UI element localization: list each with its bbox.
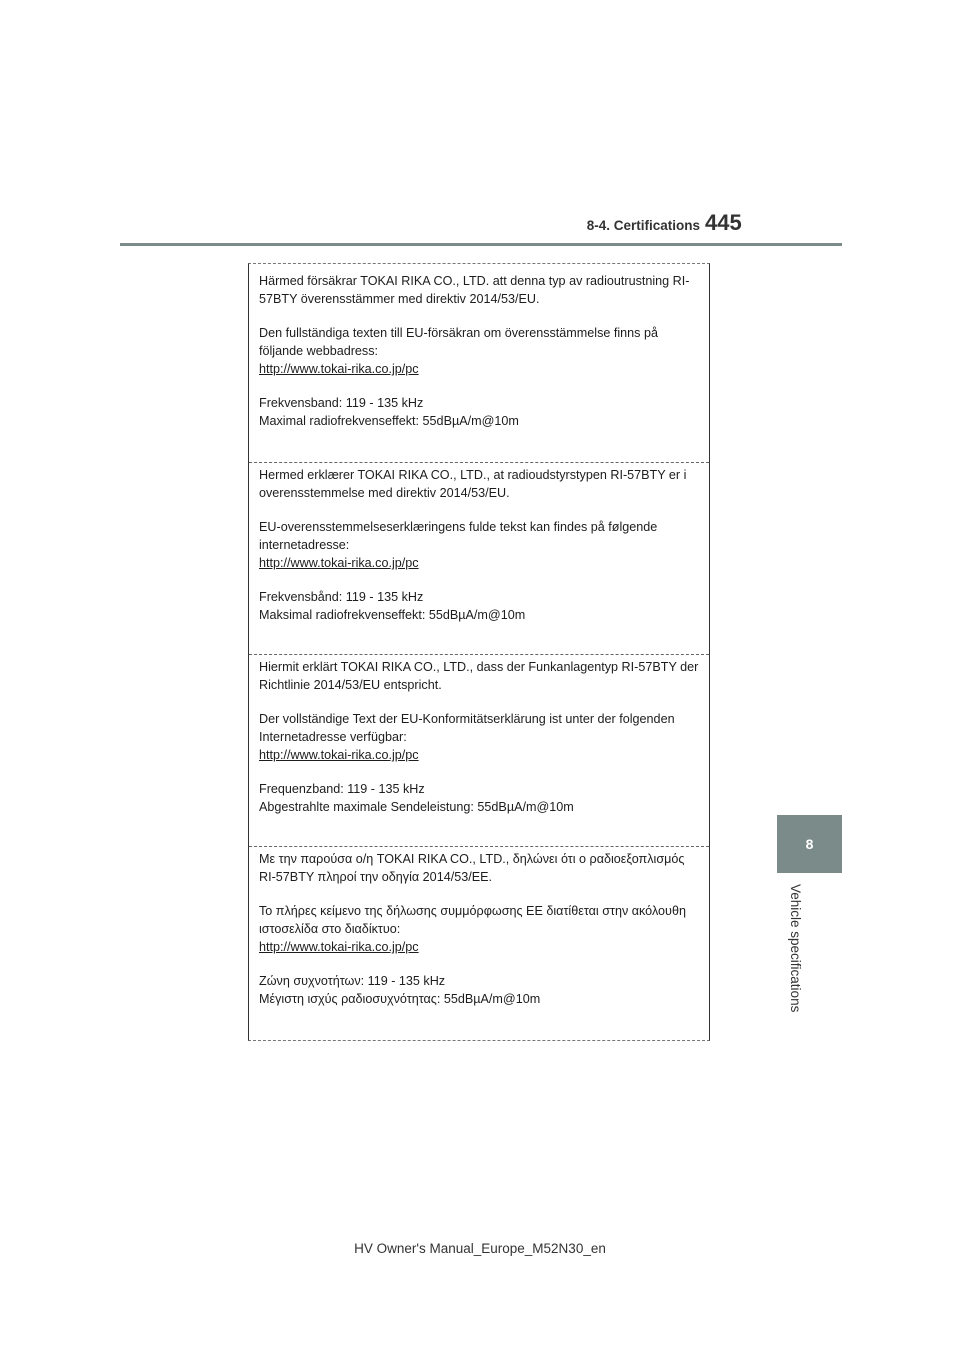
certification-block-swedish	[259, 272, 699, 430]
declaration-text: Hiermit erklärt TOKAI RIKA CO., LTD., dass der Funkanlagentyp RI-57BTY der Richtlinie 2014/53/EU entspricht.	[259, 660, 699, 692]
frequency-band: Ζώνη συχνοτήτων: 119 - 135 kHz	[259, 974, 446, 988]
frequency-band: Frekvensband: 119 - 135 kHz	[259, 396, 424, 410]
certification-block-german	[259, 658, 699, 816]
declaration-url[interactable]: http://www.tokai-rika.co.jp/pc	[259, 362, 419, 376]
full-text-notice: Den fullständiga texten till EU-försäkran om överensstämmelse finns på följande webbadress:	[259, 326, 658, 358]
section-divider	[249, 846, 709, 847]
manual-footer: HV Owner's Manual_Europe_M52N30_en	[354, 1241, 606, 1256]
chapter-tab[interactable]: 8	[777, 815, 842, 873]
declaration-url[interactable]: http://www.tokai-rika.co.jp/pc	[259, 940, 419, 954]
declaration-text: Hermed erklærer TOKAI RIKA CO., LTD., at radioudstyrstypen RI-57BTY er i overensstemmelse med direktiv 2014/53/EU.	[259, 468, 687, 500]
section-title: 8-4. Certifications	[586, 218, 700, 233]
declaration-text: Με την παρούσα ο/η TOKAI RIKA CO., LTD., δηλώνει ότι ο ραδιοεξοπλισμός RI-57BTY πληροί την οδηγία 2014/53/ΕΕ.	[259, 852, 685, 884]
certification-block-danish	[259, 466, 699, 624]
chapter-label: Vehicle specifications	[788, 884, 803, 1013]
frequency-band: Frekvensbånd: 119 - 135 kHz	[259, 590, 424, 604]
full-text-notice: Το πλήρες κείμενο της δήλωσης συμμόρφωσης ΕΕ διατίθεται στην ακόλουθη ιστοσελίδα στο διαδίκτυο:	[259, 904, 686, 936]
declaration-url[interactable]: http://www.tokai-rika.co.jp/pc	[259, 556, 419, 570]
max-power: Maximal radiofrekvenseffekt: 55dBµA/m@10m	[259, 414, 519, 428]
declaration-text: Härmed försäkrar TOKAI RIKA CO., LTD. att denna typ av radioutrustning RI-57BTY överensstämmer med direktiv 2014/53/EU.	[259, 274, 690, 306]
certification-scan	[248, 263, 710, 1041]
frequency-band: Frequenzband: 119 - 135 kHz	[259, 782, 425, 796]
max-power: Maksimal radiofrekvenseffekt: 55dBµA/m@10m	[259, 608, 526, 622]
max-power: Abgestrahlte maximale Sendeleistung: 55dBµA/m@10m	[259, 800, 574, 814]
section-divider	[249, 462, 709, 463]
max-power: Μέγιστη ισχύς ραδιοσυχνότητας: 55dBµA/m@10m	[259, 992, 541, 1006]
header-rule	[120, 243, 842, 246]
page-number: 445	[705, 210, 742, 235]
declaration-url[interactable]: http://www.tokai-rika.co.jp/pc	[259, 748, 419, 762]
certification-block-greek	[259, 850, 699, 1008]
full-text-notice: EU-overensstemmelseserklæringens fulde tekst kan findes på følgende internetadresse:	[259, 520, 658, 552]
section-divider	[249, 654, 709, 655]
full-text-notice: Der vollständige Text der EU-Konformitätserklärung ist unter der folgenden Internetadresse verfügbar:	[259, 712, 675, 744]
